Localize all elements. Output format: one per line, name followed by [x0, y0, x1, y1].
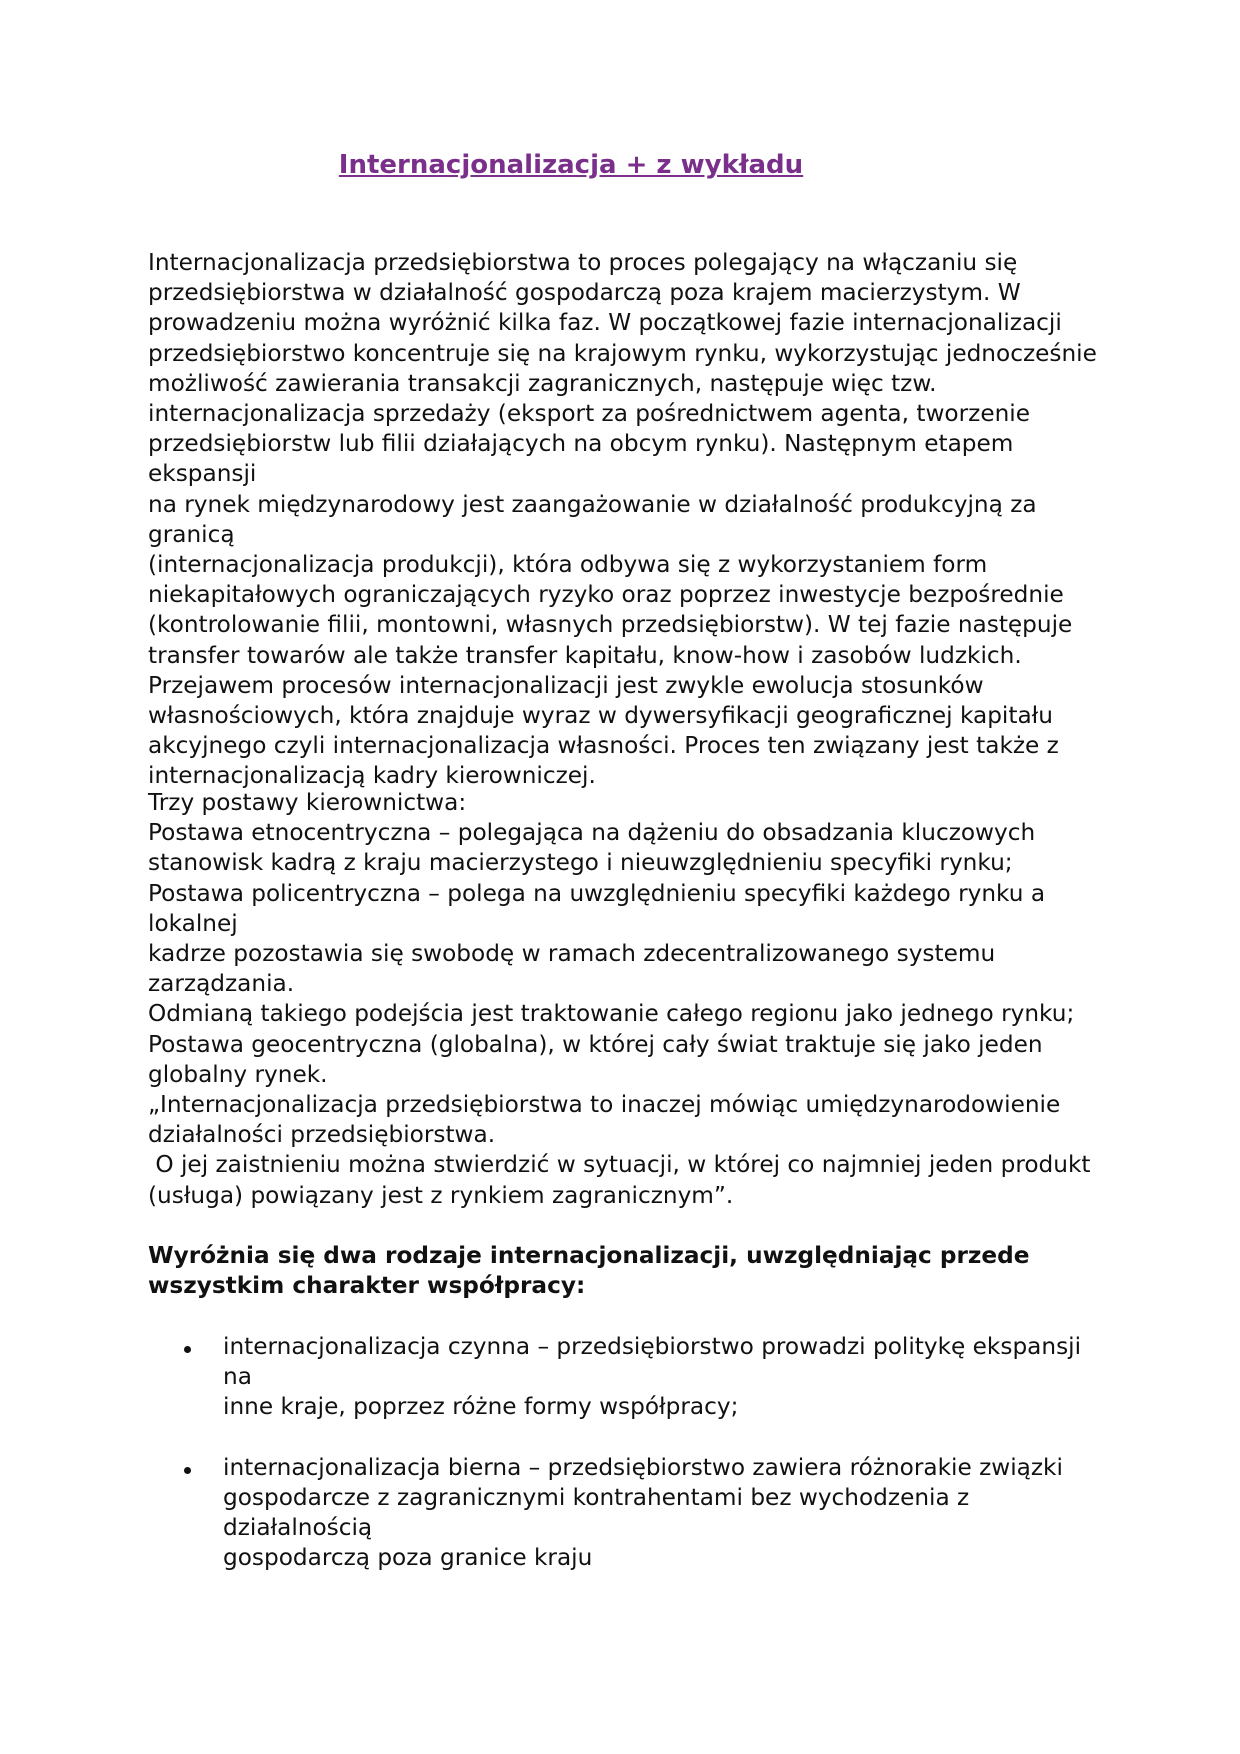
text-line: Internacjonalizacja przedsiębiorstwa to proces polegający na włączaniu się	[148, 249, 1018, 276]
text-line: Trzy postawy kierownictwa:	[148, 789, 467, 816]
text-line: inne kraje, poprzez różne formy współpracy;	[223, 1393, 739, 1421]
document-title: Internacjonalizacja + z wykładu	[338, 150, 804, 180]
text-line: stanowisk kadrą z kraju macierzystego i nieuwzględnieniu specyfiki rynku;	[148, 849, 1013, 877]
text-line: przedsiębiorstw lub filii działających na obcym rynku). Następnym etapem ekspansji	[148, 430, 1014, 488]
management-attitudes-paragraph	[148, 788, 1098, 1090]
text-line: Wyróżnia się dwa rodzaje internacjonalizacji, uwzględniając przede	[148, 1242, 1030, 1269]
bullet-icon	[184, 1346, 191, 1353]
text-line: Postawa etnocentryczna – polegająca na dążeniu do obsadzania kluczowych	[148, 819, 1036, 847]
text-line: „Internacjonalizacja przedsiębiorstwa to inaczej mówiąc umiędzynarodowienie	[148, 1091, 1061, 1118]
text-line: przedsiębiorstwa w działalność gospodarczą poza krajem macierzystym. W	[148, 279, 1021, 307]
bullet-icon	[184, 1467, 191, 1474]
quote-paragraph	[148, 1090, 1098, 1211]
text-line: przedsiębiorstwo koncentruje się na krajowym rynku, wykorzystując jednocześnie	[148, 339, 1097, 367]
text-line: Postawa geocentryczna (globalna), w której cały świat traktuje się jako jeden	[148, 1030, 1043, 1058]
text-line: internacjonalizacja sprzedaży (eksport za pośrednictwem agenta, tworzenie	[148, 400, 1030, 428]
text-line: możliwość zawierania transakcji zagranicznych, następuje więc tzw.	[148, 369, 937, 397]
text-line: internacjonalizacja bierna – przedsiębiorstwo zawiera różnorakie związki	[223, 1453, 1063, 1481]
bullet-list	[148, 1332, 1098, 1573]
text-line: wszystkim charakter współpracy:	[148, 1272, 586, 1300]
text-line: kadrze pozostawia się swobodę w ramach zdecentralizowanego systemu zarządzania.	[148, 940, 996, 998]
text-line: (usługa) powiązany jest z rynkiem zagranicznym”.	[148, 1181, 734, 1209]
list-item	[148, 1332, 1098, 1423]
text-line: działalności przedsiębiorstwa.	[148, 1121, 496, 1149]
bold-heading	[148, 1241, 1098, 1301]
text-line: Przejawem procesów internacjonalizacji jest zwykle ewolucja stosunków	[148, 671, 984, 699]
text-line: (internacjonalizacja produkcji), która odbywa się z wykorzystaniem form	[148, 551, 988, 579]
text-line: niekapitałowych ograniczających ryzyko oraz poprzez inwestycje bezpośrednie	[148, 581, 1064, 609]
text-line: transfer towarów ale także transfer kapitału, know-how i zasobów ludzkich.	[148, 641, 1022, 669]
text-line: Postawa policentryczna – polega na uwzględnieniu specyfiki każdego rynku a lokalnej	[148, 879, 1046, 937]
text-line: gospodarcze z zagranicznymi kontrahentami bez wychodzenia z działalnością	[223, 1483, 970, 1542]
text-line: własnościowych, która znajduje wyraz w dywersyfikacji geograficznej kapitału	[148, 702, 1053, 730]
text-line: prowadzeniu można wyróżnić kilka faz. W początkowej fazie internacjonalizacji	[148, 309, 1062, 337]
text-line: Odmianą takiego podejścia jest traktowanie całego regionu jako jednego rynku;	[148, 1000, 1075, 1028]
text-line: gospodarczą poza granice kraju	[223, 1544, 593, 1572]
list-item	[148, 1453, 1098, 1574]
text-line: internacjonalizacja czynna – przedsiębiorstwo prowadzi politykę ekspansji na	[223, 1333, 1082, 1391]
text-line: internacjonalizacją kadry kierowniczej.	[148, 762, 596, 790]
text-line: O jej zaistnieniu można stwierdzić w sytuacji, w której co najmniej jeden produkt	[148, 1151, 1091, 1179]
intro-paragraph	[148, 248, 1098, 792]
text-line: globalny rynek.	[148, 1060, 328, 1088]
text-line: (kontrolowanie filii, montowni, własnych przedsiębiorstw). W tej fazie następuje	[148, 611, 1073, 639]
text-line: na rynek międzynarodowy jest zaangażowanie w działalność produkcyjną za granicą	[148, 490, 1037, 548]
text-line: akcyjnego czyli internacjonalizacja własności. Proces ten związany jest także z	[148, 732, 1059, 760]
